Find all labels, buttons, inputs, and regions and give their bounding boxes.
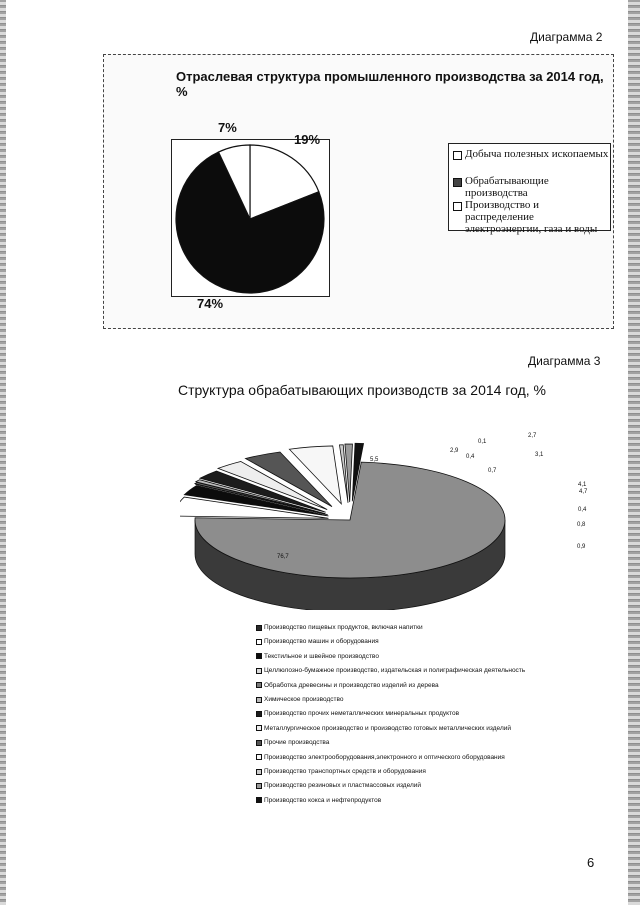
legend-swatch	[256, 783, 262, 789]
chart2-legend-label: Текстильное и швейное производство	[264, 652, 379, 660]
chart1-legend-item-mining	[453, 148, 608, 160]
chart2-legend-item	[256, 667, 525, 674]
chart2-data-label: 0,4	[466, 454, 475, 460]
chart2-legend-label: Производство прочих неметаллических минеральных продуктов	[264, 710, 460, 718]
chart1-legend-label-electricity: Производство и распределение электроэнергии, газа и воды	[465, 199, 598, 235]
scan-edge-left	[0, 0, 6, 905]
chart2-legend-item	[256, 624, 423, 631]
chart2-legend-item	[256, 782, 421, 789]
legend-swatch	[256, 797, 262, 803]
chart2-legend-label: Производство пищевых продуктов, включая напитки	[264, 624, 423, 631]
chart2-legend-label: Производство резиновых и пластмассовых изделий	[264, 782, 422, 790]
chart2-data-label: 0,4	[578, 507, 587, 513]
chart2-legend-item	[256, 638, 379, 645]
legend-swatch	[256, 682, 262, 688]
chart2-legend-item	[256, 754, 505, 761]
chart2-legend-item	[256, 725, 511, 732]
chart1-legend	[448, 143, 611, 235]
chart2-legend-item	[256, 768, 426, 775]
chart2-data-label: 4,1	[578, 482, 587, 488]
chart2-legend-label: Целлюлозно-бумажное производство, издательская и полиграфическая деятельность	[264, 667, 526, 675]
chart2-legend-item	[256, 710, 459, 717]
legend-swatch	[256, 668, 262, 674]
legend-swatch	[256, 754, 262, 760]
chart2-data-label: 5,5	[370, 457, 379, 463]
chart2-data-label: 76,7	[277, 554, 289, 560]
chart1-label-electricity: 7%	[218, 120, 237, 135]
chart2-legend-label: Металлургическое производство и производство готовых металлических изделий	[264, 724, 511, 732]
chart2-pie-3d	[180, 430, 600, 610]
chart2-data-label: 3,1	[535, 452, 544, 458]
legend-swatch	[256, 639, 262, 645]
chart2-legend-item	[256, 653, 379, 660]
chart2-legend-label: Производство транспортных средств и оборудования	[264, 768, 426, 775]
chart2-data-label: 0,9	[577, 544, 586, 550]
legend-swatch	[256, 697, 262, 703]
legend-swatch-black	[453, 178, 462, 187]
chart2-legend-label: Производство электрооборудования,электронного и оптического оборудования	[264, 753, 505, 761]
chart2-data-label: 0,8	[577, 522, 586, 528]
chart2-data-label: 0,1	[478, 439, 487, 445]
chart1-plot-area	[171, 139, 330, 297]
legend-swatch	[256, 725, 262, 731]
legend-swatch-white	[453, 202, 462, 211]
chart2-data-label: 4,7	[579, 489, 588, 495]
chart2-legend-label: Прочие производства	[264, 739, 330, 747]
chart2-legend-label: Производство машин и оборудования	[264, 638, 379, 646]
chart2-legend-label: Производство кокса и нефтепродуктов	[264, 796, 382, 804]
legend-swatch	[256, 711, 262, 717]
chart1-pie	[172, 140, 329, 296]
diagram3-label: Диаграмма 3	[528, 354, 601, 368]
legend-swatch	[256, 625, 262, 631]
legend-swatch-white	[453, 151, 462, 160]
chart2-data-label: 0,7	[488, 468, 497, 474]
legend-swatch	[256, 740, 262, 746]
chart1-label-manufacturing: 74%	[197, 296, 224, 311]
chart1-legend-label-manufacturing: Обрабатывающие производства	[465, 175, 549, 199]
chart2-legend-item	[256, 682, 439, 689]
chart2-legend-item	[256, 797, 381, 804]
legend-swatch	[256, 653, 262, 659]
page-number: 6	[587, 855, 595, 870]
legend-swatch	[256, 769, 262, 775]
diagram2-label: Диаграмма 2	[530, 30, 603, 44]
chart2-title: Структура обрабатывающих производств за 2014 год, %	[178, 382, 546, 398]
chart2-data-label: 2,9	[450, 448, 459, 454]
chart1-title: Отраслевая структура промышленного производства за 2014 год, %	[176, 69, 604, 99]
chart1-legend-item-electricity	[453, 199, 608, 235]
chart2-slice	[345, 444, 353, 502]
scan-edge-right	[628, 0, 640, 905]
chart1-frame	[103, 54, 614, 329]
chart2-legend-label: Химическое производство	[264, 696, 344, 703]
chart1-legend-item-manufacturing	[453, 175, 610, 199]
chart2-data-label: 2,7	[528, 433, 537, 439]
chart1-legend-label-mining: Добыча полезных ископаемых	[465, 148, 609, 160]
chart2-legend-item	[256, 696, 344, 703]
chart2-legend-item	[256, 739, 329, 746]
chart2-legend-label: Обработка древесины и производство изделий из дерева	[264, 681, 439, 689]
chart1-label-mining: 19%	[294, 132, 321, 147]
